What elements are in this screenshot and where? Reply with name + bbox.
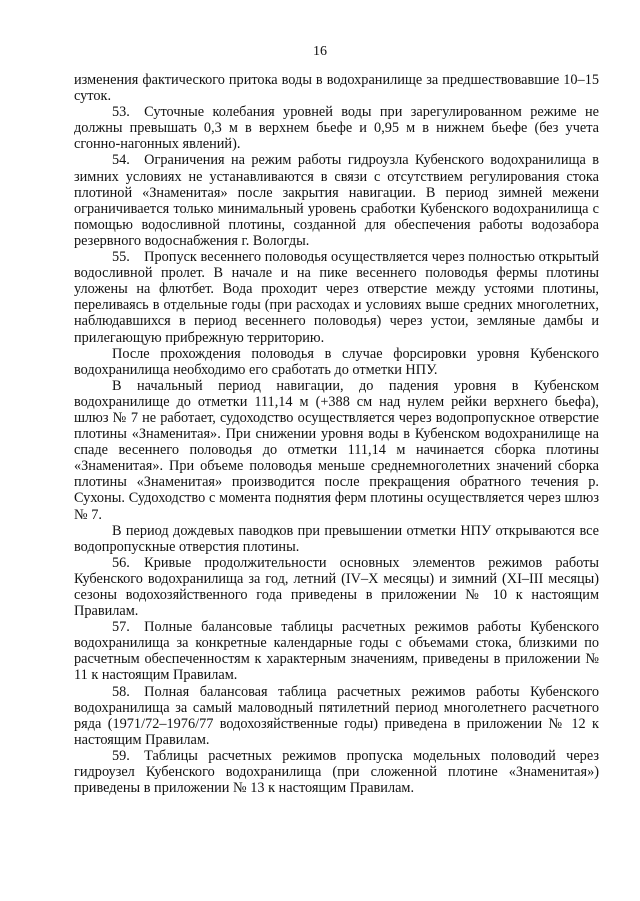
paragraph-55-flood-passage: После прохождения половодья в случае форсировки уровня Кубенского водохранилища необходимо его сработать до отметки НПУ. xyxy=(74,345,599,378)
paragraph-59: 59. Таблицы расчетных режимов пропуска модельных половодий через гидроузел Кубенского водохранилища (при сложенной плотине «Знаменитая») приведены в приложении № 13 к настоящим Правилам. xyxy=(74,747,599,797)
paragraph-55: 55. Пропуск весеннего половодья осуществляется через полностью открытый водосливной пролет. В начале и на пике весеннего половодья фермы плотины уложены на флютбет. Вода проходит через отверстие между устоями плотины, переливаясь в отдельные годы (при расходах и условиях выше средних многолетних, наблюдавшихся в период весеннего половодья) через устои, земляные дамбы и прилегающую прибрежную территорию. xyxy=(74,249,599,346)
paragraph-55-navigation-start: В начальный период навигации, до падения уровня в Кубенском водохранилище до отметки 111,14 м (+388 см над нулем рейки верхнего бьефа), шлюз № 7 не работает, судоходство осуществляется через водопропускное отверстие плотины «Знаменитая». При снижении уровня воды в Кубенском водохранилище на спаде весеннего половодья до отметки 111,14 м начинается сборка плотины «Знаменитая». При объеме половодья меньше среднемноголетних значений сборка плотины «Знаменитая» производится после прекращения обратного течения р. Сухоны. Судоходство с момента поднятия ферм плотины осуществляется через шлюз № 7. xyxy=(74,377,599,523)
paragraph-continuation: изменения фактического притока воды в водохранилище за предшествовавшие 10–15 суток. xyxy=(74,72,599,105)
paragraph-56: 56. Кривые продолжительности основных элементов режимов работы Кубенского водохранилища за год, летний (IV–X месяцы) и зимний (XI–III месяцы) сезоны водохозяйственного года приведены в приложении № 10 к настоящим Правилам. xyxy=(74,554,599,620)
paragraph-55-rain-floods: В период дождевых паводков при превышении отметки НПУ открываются все водопропускные отверстия плотины. xyxy=(74,522,599,555)
paragraph-54: 54. Ограничения на режим работы гидроузла Кубенского водохранилища в зимних условиях не устанавливаются в связи с отсутствием регулирования стока плотиной «Знаменитая» после закрытия навигации. В период зимней межени ограничивается только минимальный уровень сработки Кубенского водохранилища с помощью водосливной плотины, созданной для обеспечения работы водозабора резервного водоснабжения г. Вологды. xyxy=(74,152,599,249)
paragraph-58: 58. Полная балансовая таблица расчетных режимов работы Кубенского водохранилища за самый маловодный пятилетний период многолетнего расчетного ряда (1971/72–1976/77 водохозяйственные годы) приведена в приложении № 12 к настоящим Правилам. xyxy=(74,683,599,748)
paragraph-53: 53. Суточные колебания уровней воды при зарегулированном режиме не должны превышать 0,3 м в верхнем бьефе и 0,95 м в нижнем бьефе (без учета сгонно-нагонных явлений). xyxy=(74,104,599,153)
paragraph-57: 57. Полные балансовые таблицы расчетных режимов работы Кубенского водохранилища за конкретные календарные годы с объемами стока, близкими по расчетным обеспеченностям к характерным значениям, приведены в приложении № 11 к настоящим Правилам. xyxy=(74,619,599,684)
document-body xyxy=(74,72,599,796)
page-number: 16 xyxy=(313,44,327,59)
